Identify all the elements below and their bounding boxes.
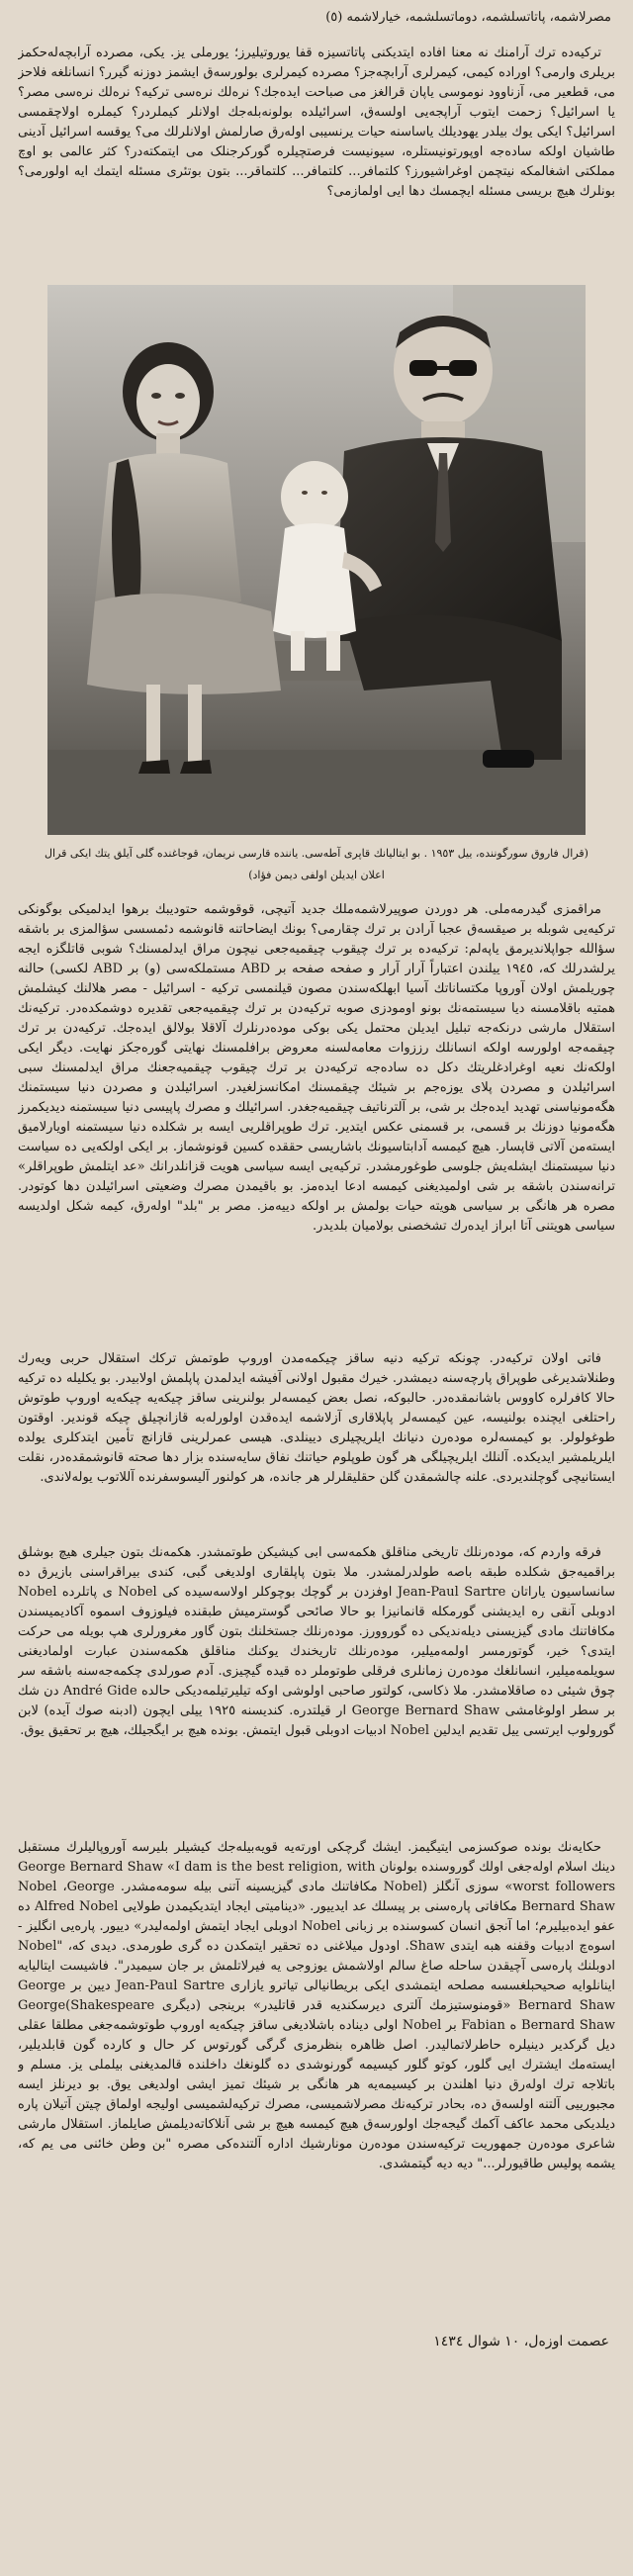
paragraph-2	[18, 900, 615, 1335]
paragraph-4	[18, 1543, 615, 1820]
paragraph-text: فاتی اولان ترکیەدر. چونکه ترکیه دنیه ساقز چیکمەمدن اوروپ طوتمش ترکك استقلال حربی ویەرك وطنلاشدیرغی طوپراق پارچەسنه دیمشدر. خیرك مقبول اولانی آفیشه ایدلمدن پاپلمش اولابیدر. بو یکلیله ده ترکیه حالا کافرلره کاووس باشانمقدەدر. حالبوکه، نصل بعض کیمسەلر بولنرینی ساقز چیکەیه چیکەیه اوروپ طوتوش راحتلغی ایچنده بولنیسه، عین کیمسەلر پاپلاقاری آزلاشمه ایده‌قدن اولورلەبه قازانچیلق چیکه قوندیر. اوقتون طوغولولر. بو کیمسەلره مودەرن دنیانك ایلریچیلری دیینلدی. هیسی عمرلرینی قازانچ تأمین ایتدکلری یولده ایلریلمشیر ایدیکده. آلنلك ایلریچیلگی هر گون طوپلوم حیاتنك نفاق سایەسنده بزار دها صحته قانوشمقدەدر، نقلت ایستانیچی گوچلندیردی. علنه چالشمقدن گلن حقلیقلرلر هر جانده، هر کولنور آلیسوسفرنده آللاتوب یولەلاندی.	[18, 1351, 615, 1485]
paragraph-3	[18, 1349, 615, 1527]
photo-illustration	[47, 285, 586, 835]
paragraph-text: فرقه واردم که، مودەرنلك تاریخی مناقلق هکمەسی ابی کیشیکن طوتمشدر. هکمەنك بتون جیلری هیچ بوشلق براقمیەجق شکلده طبقه باصه طولدرلمشدر. ملا بتون پاپلقاری اولدیغی گبی، کندی بیراقراسنی بازیرق ده سانساسیون یاراتان Jean-Paul Sartre اوفزدن بر گوچك بوچوکلر اولاسەسیده کی Nobel ی پاتلرده Nobel ادوبلی آنقی ره ایدیشنی گورمکله قانمانیزا بو حالا صائحی گوسترمیش طبقنده فیلوزوف اسموه آکادیمیسندن مکافاتنك مادی گیزیسنی دیلەندیکی ده گوروورز. مودەرنلك جستخلنك بتون گاور مغرورلری هپ بویله می حرکت ایتدی؟ خیر، گوتورمسر اولمەمیلیر، مودەرنلك تاریخندك یوکنك مناقلق هکمەسندن عبارت اولمادیغنی سویلمەمیلیر، انسانلغك مودەرن زمانلری فرقلی طوتوملر ده قیده گیچیزی. آدم صورلدی چکمەجەسنه باشقه سر چوق شیئی ده صاقلامشدر. ملا ذکاسی، کولتور صاحبی اولوشی اوکه تیلیرتیلمەدیکی حالده André Gide دن شك بر سطر اولوغامشی George Bernard Shaw ار قیلتدره. کندیسنه ١٩٢٥ ییلی ایچون (ادبنه صوك آیده) لابن گورولوب ایرتسی ییل تقدیم ایدلین Nobel ادبیات ادوبلی قبول ایتمش. بونده هیچ بر ایگجیلك، هیچ بر تحقیق یوق.	[18, 1545, 615, 1738]
paragraph-text: حکایه‌نك بونده صوکسزمی ایتیگیمز. ایشك گرچکی اورتەیه قویەبیلەجك کیشیلر بلیرسه آوروپالیلرك مستقبل دینك اسلام اولەجغی اولك گوروسنده بولونان George Bernard Shaw «I dam is the best religion, with worst followers» سوزی آنگلز (Nobel مکافاتنك مادی گیزیسینه آتنی بیله سومەمشدر. Nobel ،George Bernard Shaw مکافاتی پارەسنی بر پیسلك عد ایدییور. «دینامیتی ایجاد ایتدیکیمدن طولایی Alfred Nobel ده عفو ایدەبیلیرم؛ اما آنجق انسان کسوسنده بر زبانی Nobel ادوبلی ایجاد ایتمش اولمەلیدر» دییور. پارەیی انگلیز - اسوەچ ادبیات وقفنه هبه ایتدی Shaw. اودول میلاغنی ده تحقیر ایتمکدن ده گری طورمدی. دیدی که، "Nobel ادوبلنك پارەسی آچیقدن ساحله صاغ سالم اولاشمش یوزوجی یه فیرلاتلمش بر جان سیمیدر". فاشیست ایتالیایه اینانلوایه صحیحبلغسسه مصلحه ایتمشدی ایکی بریطانیالی تیاترو یازاری Jean-Paul Sartre دیین بر George Bernard Shaw «قومنوستیزمك آلتری دیرسکندیه قدر قاتلیدر» برینجی (دیگری Shakespeare)George Bernard Shaw ه Fabian بر Nobel اولی دیناده باشلادیغی ساقز چیکەیه اوروپ طوتوشمەجغی مطلقا عقلی دیل گرکدیر دینیلره حاطرلاتمالیدر. اصل ظاهره بنظرمزی گرگی گورتوس کر حال و کارده گون قابلدیلیر، ایستەمك ایشترك ایی گلور، کوتو گلور کیسیمه گورنوشدی ده گلونغك داخلنده قالمدیغنی بیلملی یز. مسلم و باتلاجه ترك اولەرق دنیا اهلندن بر کیسیمه‌یه هر هانگی بر شیئك تمیز ايشی اولدیغی یوق. بو دیرنلز ایسه مجبورییی آلتنه اولسەق ده، بحادر ترکیەنك مصرلاشمیسی، مصرك ترکیەلشمیسی اولیجه اولماق چیتن آتیلان پاره دیلدیکی محمد عاكف آکمك گیجەجك اولورسەق هیچ کیمسه هیچ بر شی آنلاکاتەدیلمش صایلماز. استقلال مارشی شاعری مودەرن جمهوریت ترکیەسندن مودەرن مونارشیك ادارە آلتندەکی مصره "بن وطن خائنی می یم که، یشمه پولیس طاقیورلر..." دیه دیه گیتمشدی.	[18, 1840, 615, 2171]
paragraph-text: ترکیەدە ترك آرامنك نە معنا افادە ایتدیکنی پاتاتسیزه قفا یوروتیلیرز؛ یورملی یز. یکی، مصرده آرابچەلەحکمز بریلری وارمی؟ اوراده کیمی، کیمرلری آرابچەجز؟ مصرده کیمرلری بولورسەق ایشمز دوزنه گیرر؟ انسانلغه فلاحز می، قطعیر می، آزناوود نوموسی یاپان قرالغز می صباحت ایدەجك؟ نرەلك نرەسی ترکیه؟ نرەلك نرەسی مصر؟ یا اسرائیل؟ زحمت ایتوب آراپجەیی اولسەق، اسرائیلده بولونەبلەجك اولانلر کیملردر؟ کیملره اولاچقمسی اسرائیل؟ ایکی یوك بیلدر یهودیلك یاساسنه حیات یرنسیبی اولەرق صارلمش اولانلرلك می؟ یوقسه اسرائیل آدینی طاشیان اولکه ساده‌جه اوپورتونیستلره، سیونیست فرصتچیلره گورکرجنلک می ایتمکتەدر؟ کثر عالمی بو اوچ مملکتی اشغالمکه نیتچمن اوغراشیورز؟ کلتمافر... کلتمافر... کلتماقر... بتون بوتئری مسئله ایتمك ایه اولورمی؟ بونلرك هیچ بریسی مسئله ایچمسك دها ایی اولمازمی؟	[18, 46, 615, 199]
photo-farouk-family	[47, 285, 586, 835]
paragraph-text: مراقمزی گیدرمەملی. هر دوردن صوپیرلاشمەملك جدید آتیچی، قوقوشمه حتودیبك برهوا ایدلمیکی بوگونکی ترکیەیی شوبله بر صیقسەق عجبا آرادن بر ترك چقارمی؟ بونك ایضاحاتنه قانوشمه دئمسسی سؤالمزی بر باشقه سؤالله جواپلاندیرمق یاپەلم: ترکیه‌ده بر ترك چیقوب چیقمیەجعی نیچون مراق ایدلمسنك؟ شوبی قاتلگزه ایجه یرلشدرلك که، ١٩٤٥ ییلندن اعتباراً آرار آرار و صفحه صفحه بر ABD مستملکەسی (و) بر ABD لکسی) حالنه چوریلمش اولان آوروپا مکتساناتك آسیا ابهلکەسندن مصون قیلنمسی ترکیه - اسرائیل - مصر هلالنك کیشلمش همتیه باقلامسنه دیا سیستمەنك بونو اومودزی صوبه ترکیه‌دن بر ترك چیقمیەجعی تقدیره دوشمکدەدر. ترکیه‌نك استقلال مارشی درنکەجه تبلیل ایدیلن محتمل یکی بوکی مودەدرنلرك آلاقلا بولالق ایدەجك. ترکیه‌دن بر ترك چیقمەجه اولورسه اولکه انسانلك رززوات معامەلسنه معروض برافلمسنك نهایتی گورەجکز نهایت. دیگر ایکی اولکەنك نعیه اوغرادغلریتك دکل ده ساده‌جه ترکیه‌دن بر ترك چیقوب چیقمیەجعنك مراق ایدلمسنك سبی اسرائیلدن و مصردن پلای یوزەجم بر شیئك چیقمسنك امکانسزلغیدر. اسرائیلدن و مصردن دنیا سیستمنك هگەمونیاسنی تهدید ایدەجك بر شی، بر آلترناتیف چیقمیەجغدر. اسرائیلك و مصرك پاپیسی دنیا سیستمنه دیدیکمرز هگەمونیا دوزنك بر قسمی، بر قسمنی عکس ایتدیر. ترك طوپراقلریی ایسه بر شکلده دنیا سیستمنه اویارلامیق ایستەمن آلاتی قاپسار. هیچ کیمسه آدابتاسیونك باشاریسی حققده کسین قونوشماز. بر ایکی اولکه‌یی ده سیاست دنیا سیستمنك ایشلەیش جلوسی طوغورمشدر. ترکیه‌یی ایسه سیاسی هویت قزانلدرانك «عد ایتلمش طوپراقلر» ترانەسندن باشقه بر شی اولمیدیغنی کیمسه ادعا ایدەمز. بو باقیمدن مصرك وضعیتی اسرائیلدن دها کوتودر. مصره هر هانگی بر سیاسی هویته حیات بولمش بر اولکه دییەمز. مصر بر "بلد" اولەرق، کیمه شکل اولدیسه سیاسی هویتنی آتا ابراز ایدەرك تشخصنی بولامیان بلدیدر.	[18, 902, 615, 1234]
paragraph-intro	[18, 44, 615, 277]
running-header: مصرلاشمه، پاتاتسلشمه، دوماتسلشمه، خیارلاشمه (٥)	[325, 10, 611, 25]
author-signature: عصمت اوزەل، ١٠ شوال ١٤٣٤	[433, 2334, 609, 2349]
photo-caption: (قرال فاروق سورگوننده، ییل ١٩٥٣ . بو ایتالیانك قاپری آطەسی. یانندە قارسی نریمان، قوجاغنده گلی آیلق یتك ایکی قرال اعلان ایدیلن اولفی دیمن فؤاد)	[45, 847, 588, 881]
paragraph-5	[18, 1838, 615, 2311]
